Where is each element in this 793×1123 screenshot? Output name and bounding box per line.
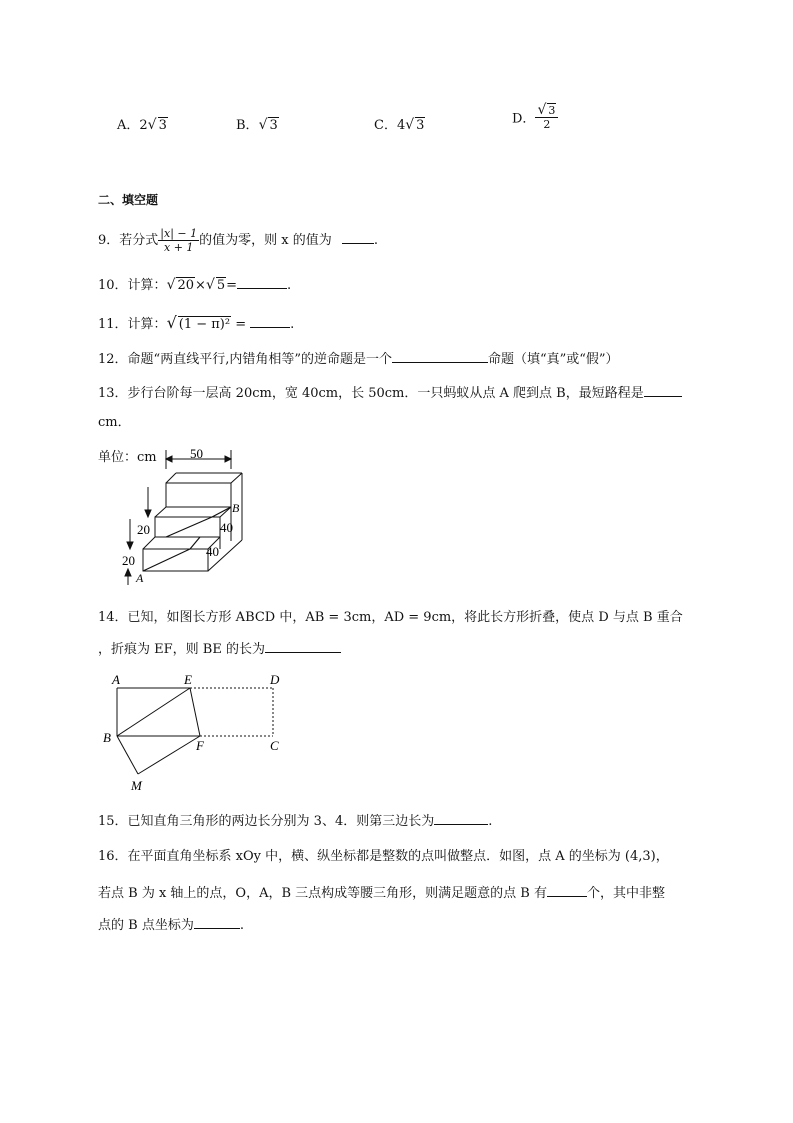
fig14-point-f: F [196,738,204,753]
q15-answer-blank[interactable] [434,812,488,825]
q16-answer-blank-2[interactable] [194,916,240,929]
fig14-point-a: A [112,672,120,687]
question-11: 11．计算：√ (1 − π)² = . [98,313,295,332]
question-15: 15．已知直角三角形的两边长分别为 3、4．则第三边长为 . [98,814,493,829]
q9-number: 9． [98,233,120,248]
q10-answer-blank[interactable] [237,276,287,289]
folded-rectangle-figure [100,670,290,795]
fig13-width-label-1: 40 [220,520,233,535]
fig13-point-b: B [232,501,240,515]
question-13-line-2: cm． [98,415,131,430]
q13-answer-blank[interactable] [644,384,682,397]
q10-pre: 计算： [127,278,167,293]
q16-answer-blank-1[interactable] [547,884,587,897]
q11-pre: 计算： [127,317,167,332]
option-d-radicand: 3 [548,104,556,117]
option-c-label: C． [374,118,397,133]
q9-answer-blank[interactable] [342,231,374,244]
option-a-label: A． [117,118,140,133]
q12-text: 12．命题“两直线平行,内错角相等”的逆命题是一个 [98,352,392,367]
q11-answer-blank[interactable] [250,315,290,328]
q10-radicand-2: 5 [216,278,226,293]
option-b-label: B． [236,118,259,133]
q9-denominator: x + 1 [164,241,194,254]
option-d-fraction: $\frac{√ 3}{2}$ [535,103,558,131]
fig13-unit-label: 单位：cm [98,450,157,465]
q10-radicand-1: 20 [177,278,195,293]
section-title: 二、填空题 [98,193,159,207]
fig14-point-b: B [103,730,111,745]
fig13-length-label: 50 [190,446,203,461]
q11-radicand: (1 − π)² [178,317,231,332]
fig14-point-d: D [270,672,280,687]
q12-answer-blank[interactable] [392,350,488,363]
option-a-radicand: 3 [158,118,167,133]
option-a: A．2√ 3 [117,117,167,133]
option-c-coef: 4 [396,118,406,133]
option-d-denominator: 2 [543,118,551,131]
q16-text-c: 点的 B 点坐标为 [98,918,194,933]
q15-text: 15．已知直角三角形的两边长分别为 3、4．则第三边长为 [98,814,435,829]
option-b-radicand: 3 [269,118,278,133]
question-14-line-2 [98,638,341,657]
fig13-height-label-2: 20 [122,553,135,568]
q9-numerator: |x| − 1 [160,227,198,240]
option-c: C．4√ 3 [374,117,425,133]
option-d [512,103,558,131]
q14-text: ，折痕为 EF，则 BE 的长为 [98,642,265,657]
q9-pre: 若分式 [119,233,159,248]
question-16-line-3: 点的 B 点坐标为 . [98,918,244,933]
option-a-coef: 2 [139,118,148,133]
question-14-line-1: 14．已知，如图长方形 ABCD 中，AB = 3cm，AD = 9cm，将此长方形折叠，使点 D 与点 B 重合 [98,610,683,625]
q16-text-a: 若点 B 为 x 轴上的点，O，A，B 三点构成等腰三角形，则满足题意的点 B 有 [98,886,547,901]
option-b: B．√ 3 [236,117,278,133]
question-16-line-1: 16．在平面直角坐标系 xOy 中，横、纵坐标都是整数的点叫做整点．如图，点 A 的坐标为 (4,3)， [98,849,669,864]
fig13-point-a: A [136,571,144,585]
fig14-point-m: M [131,778,142,793]
q9-fraction [158,227,199,254]
question-16-line-2 [98,882,665,901]
q11-number: 11． [98,317,128,332]
staircase-figure [110,445,260,590]
q13-text: 13．步行台阶每一层高 20cm，宽 40cm，长 50cm．一只蚂蚁从点 A 爬到点 B，最短路程是 [98,386,644,401]
q10-number: 10． [98,278,128,293]
q14-answer-blank[interactable] [265,640,341,653]
option-c-radicand: 3 [416,118,425,133]
question-10: 10．计算：√ 20×√ 5= . [98,277,292,293]
q9-post: 的值为零，则 x 的值为 [199,233,332,248]
question-12 [98,348,619,367]
fig13-width-label-2: 40 [206,544,219,559]
q16-text-b: 个，其中非整 [586,886,665,901]
fig14-point-e: E [184,672,192,687]
fig14-point-c: C [270,738,279,753]
fig13-height-label-1: 20 [137,522,150,537]
question-13-line-1 [98,382,682,401]
option-d-label: D． [512,111,536,127]
question-9: 9．若分式 $\frac{|x| - 1}{x + 1}$ 的值为零，则 x 的值为 . [98,227,379,254]
q12-post: 命题（填“真”或“假”） [487,352,619,367]
